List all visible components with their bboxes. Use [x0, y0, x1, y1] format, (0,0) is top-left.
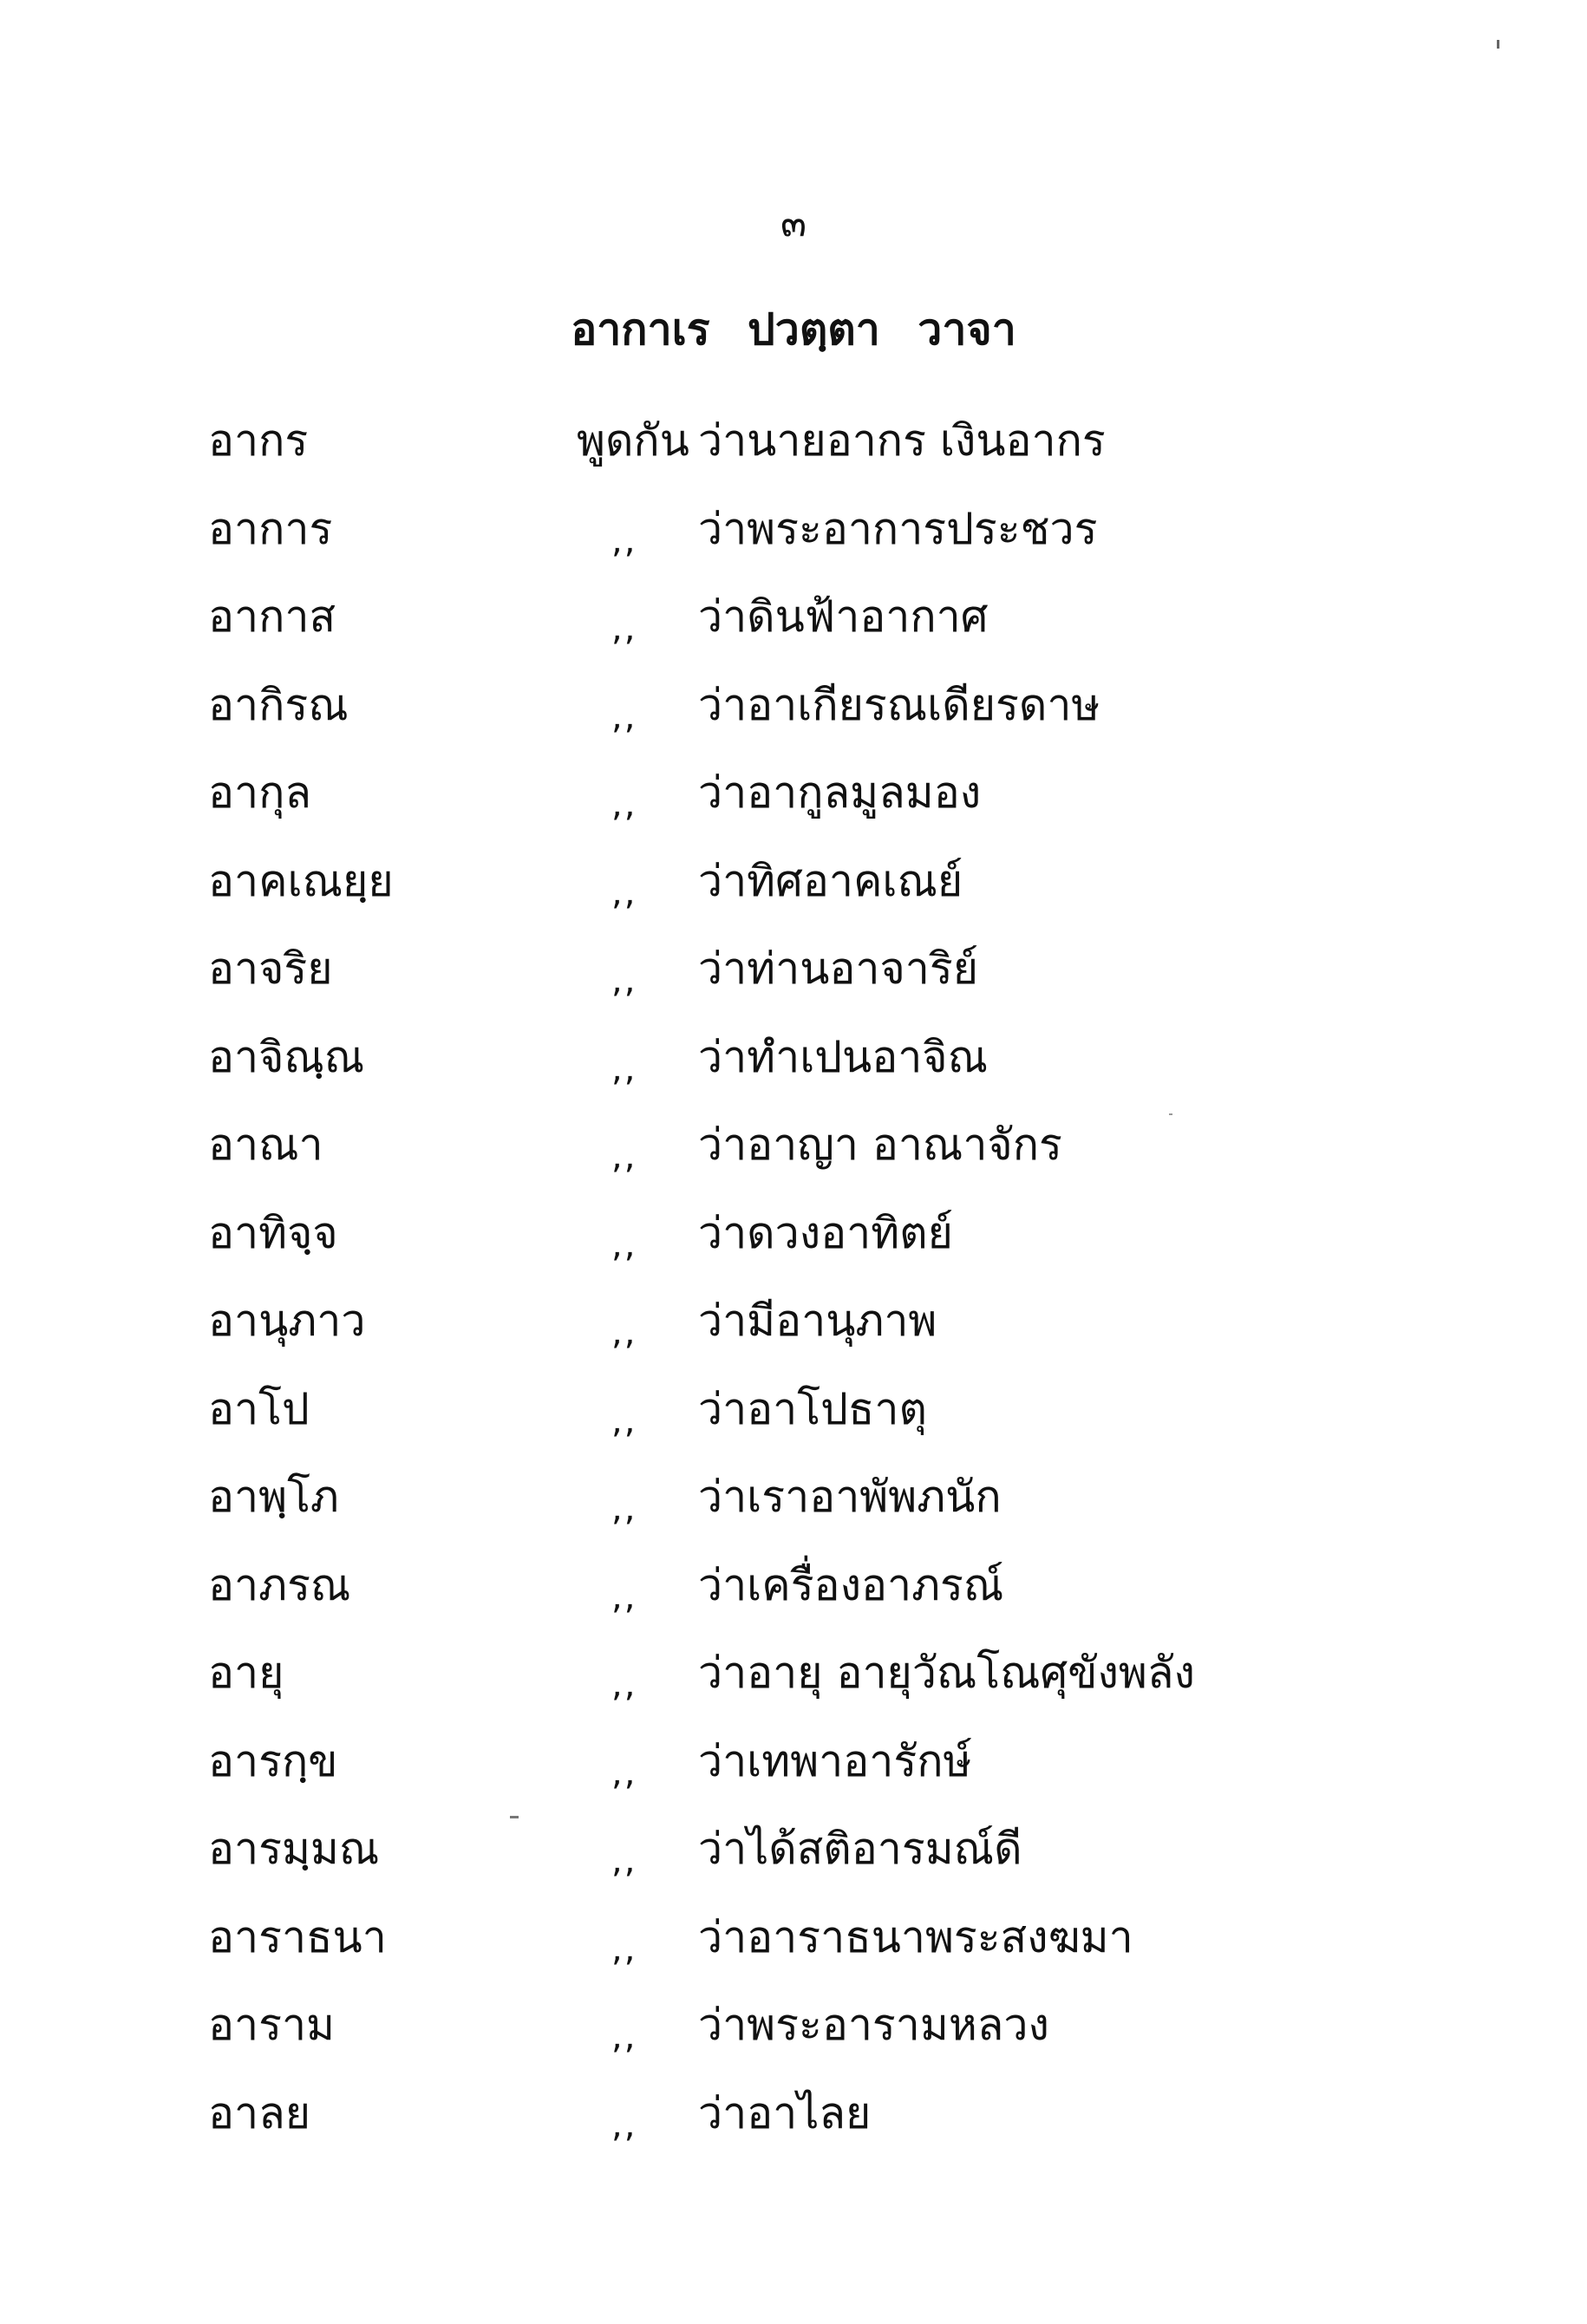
ditto-mark: ,, [611, 1929, 637, 1969]
glossary-entry [208, 397, 1422, 486]
entry-headword: อาลย [208, 2087, 311, 2138]
entry-headword: อาคเณยฺย [208, 855, 394, 906]
entry-usage-phrase: ว่าดวงอาทิตย์ [698, 1207, 953, 1258]
glossary-entry [208, 1805, 1422, 1894]
glossary-entry [208, 1014, 1422, 1102]
glossary-entry [208, 486, 1422, 574]
entry-headword: อาพฺโภ [208, 1472, 339, 1522]
entry-usage-phrase: ว่าอายุ อายุวัณโณศุขังพลัง [698, 1648, 1195, 1698]
entry-usage-phrase: ว่าทำเปนอาจิณ [698, 1031, 988, 1082]
ditto-mark: ,, [611, 1400, 637, 1441]
entry-headword: อาภรณ [208, 1559, 351, 1610]
glossary-entry [208, 1718, 1422, 1806]
entry-usage-phrase: ว่าเทพาอารักษ์ [698, 1735, 972, 1786]
ditto-mark: ,, [611, 2017, 637, 2057]
glossary-entry [208, 1894, 1422, 1982]
entry-headword: อาการ [208, 503, 333, 554]
entry-usage-phrase: ว่านายอากร เงินอากร [698, 415, 1106, 466]
glossary-entry [208, 1101, 1422, 1190]
scan-speck [510, 1816, 519, 1818]
glossary-entry [208, 749, 1422, 838]
entry-headword: อาราธนา [208, 1911, 387, 1962]
glossary-entry [208, 1190, 1422, 1278]
glossary-entry [208, 838, 1422, 926]
entry-usage-phrase: ว่าพระอาการประชวร [698, 503, 1098, 554]
ditto-mark: ,, [611, 1841, 637, 1881]
ditto-mark: ,, [611, 1753, 637, 1793]
entry-headword: อาทิจฺจ [208, 1207, 338, 1258]
entry-headword: อากาส [208, 591, 336, 642]
entry-usage-phrase: ว่าอาญา อาณาจักร [698, 1120, 1062, 1170]
entry-headword: อานุภาว [208, 1296, 366, 1346]
ditto-mark: ,, [611, 785, 637, 825]
ditto-mark: ,, [611, 609, 637, 649]
entry-usage-phrase: ว่าทิศอาคเณย์ [698, 855, 963, 906]
glossary-entry [208, 925, 1422, 1014]
entry-usage-phrase: ว่าอากูลมูลมอง [698, 767, 982, 818]
ditto-mark: ,, [611, 520, 637, 561]
page-number: ๓ [780, 201, 807, 245]
ditto-mark: ,, [611, 1137, 637, 1177]
ditto-mark: ,, [611, 872, 637, 913]
ditto-mark: ,, [611, 1224, 637, 1265]
ditto-mark: ,, [611, 1577, 637, 1617]
entry-usage-phrase: ว่าพระอารามหลวง [698, 2000, 1049, 2050]
ditto-mark: ,, [611, 1313, 637, 1353]
entry-headword: อากุล [208, 767, 312, 818]
entry-usage-phrase: ว่าท่านอาจาริย์ [698, 943, 978, 994]
entry-usage-phrase: ว่าอาไลย [698, 2087, 872, 2138]
entry-usage-phrase: ว่าอาเกียรณเดียรดาษ [698, 679, 1100, 730]
entry-headword: อารมฺมณ [208, 1824, 380, 1874]
ditto-mark: ,, [611, 1048, 637, 1089]
entry-headword: อากร [208, 415, 309, 466]
entry-headword: อาจริย [208, 943, 333, 994]
glossary-entry [208, 573, 1422, 662]
entry-usage-phrase: ว่าอาโปธาตุ [698, 1383, 927, 1434]
entry-headword: อากิรณ [208, 679, 349, 730]
entry-headword: อายุ [208, 1648, 284, 1698]
ditto-mark: ,, [611, 961, 637, 1001]
ditto-mark: ,, [611, 696, 637, 737]
glossary-entry [208, 1981, 1422, 2070]
glossary-entry [208, 1542, 1422, 1630]
entry-usage-phrase: ว่ามีอานุภาพ [698, 1296, 937, 1346]
ditto-mark: ,, [611, 1489, 637, 1529]
entry-headword: อาจิณฺณ [208, 1031, 365, 1082]
glossary-entry [208, 1366, 1422, 1454]
glossary-entry [208, 662, 1422, 750]
page-heading: อากาเร ปวตฺตา วาจา [571, 304, 1016, 355]
entry-headword: อารกฺข [208, 1735, 338, 1786]
entry-headword: อาโป [208, 1383, 310, 1434]
glossary-entry [208, 1629, 1422, 1718]
ditto-mark: ,, [611, 2105, 637, 2145]
scan-speck [1169, 1113, 1172, 1115]
entry-headword: อาราม [208, 2000, 335, 2050]
entry-headword: อาณา [208, 1120, 323, 1170]
entry-usage-phrase: ว่าดินฟ้าอากาศ [698, 591, 989, 642]
scan-speck [1497, 40, 1499, 49]
glossary-entry [208, 1453, 1422, 1542]
glossary-entry [208, 1277, 1422, 1366]
glossary-entry [208, 2070, 1422, 2158]
ditto-mark: ,, [611, 1665, 637, 1705]
entry-usage-phrase: ว่าอาราธนาพระสงฆมา [698, 1911, 1133, 1962]
entry-usage-phrase: ว่าเราอาพัพภนัก [698, 1472, 1002, 1522]
glossary-list [208, 397, 1422, 2158]
entry-usage-phrase: ว่าเครื่องอาภรณ์ [698, 1559, 1004, 1610]
entry-usage-phrase: ว่าได้สติอารมณ์ดี [698, 1824, 1022, 1874]
entry-lead-word: พูดกัน [577, 415, 689, 466]
